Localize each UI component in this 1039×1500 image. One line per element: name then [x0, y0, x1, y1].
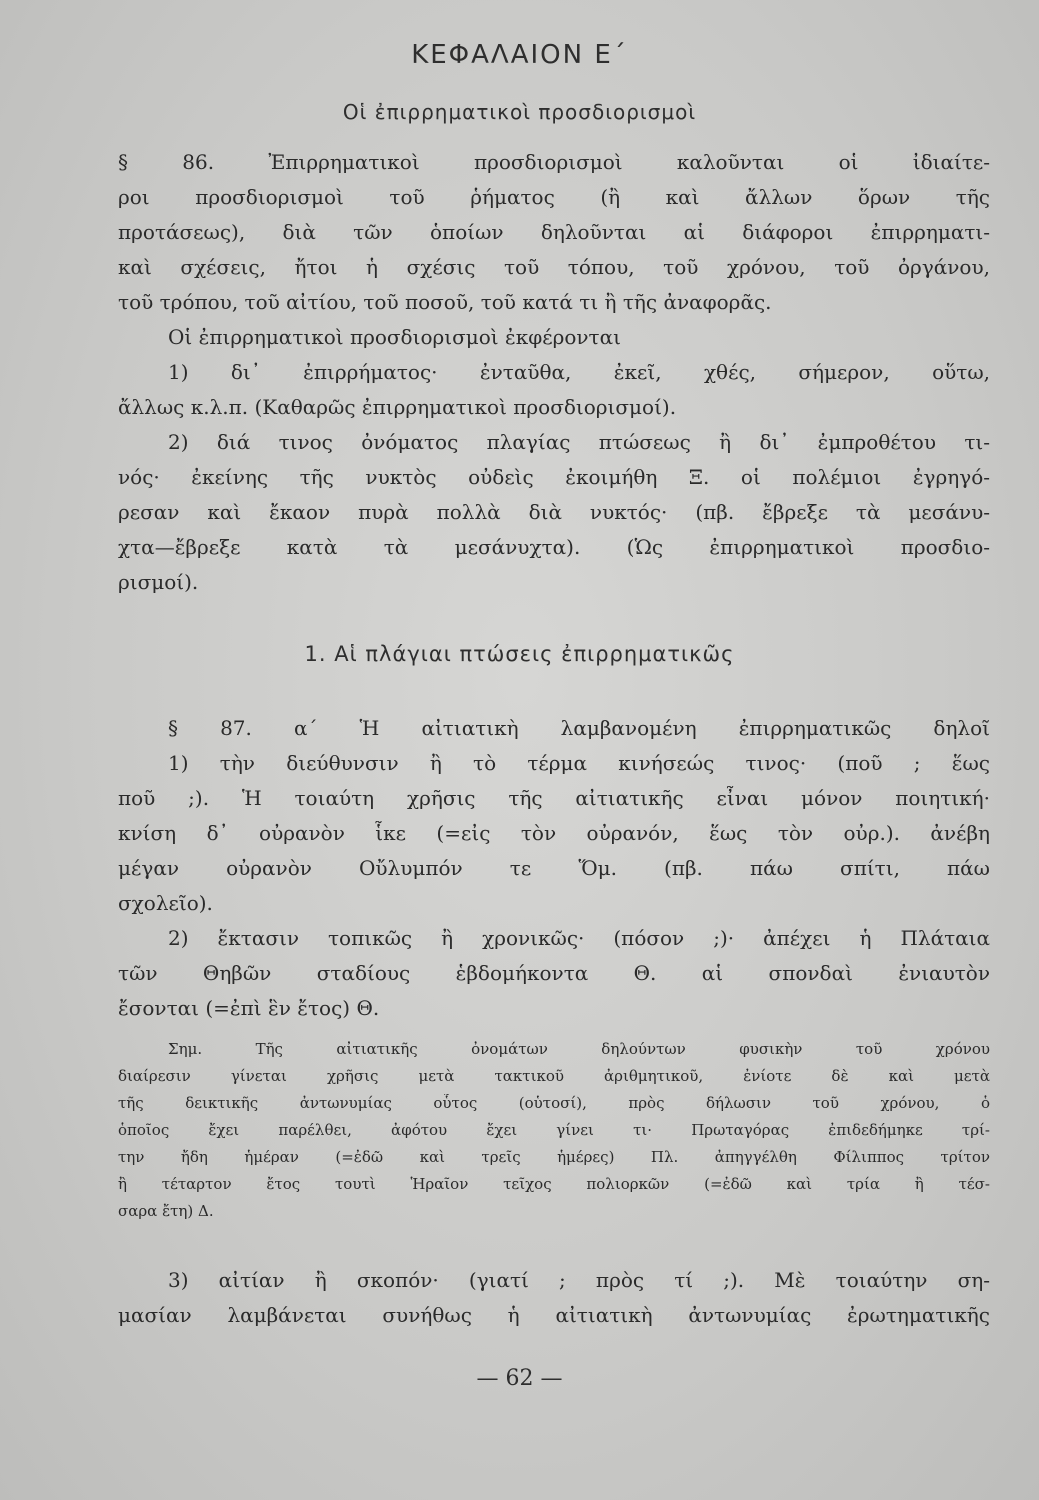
text-line: μέγαν οὐρανὸν Οὔλυμπόν τε Ὅμ. (πβ. πάω σπίτι, πάω — [118, 856, 990, 880]
text-line: προτάσεως), διὰ τῶν ὁποίων δηλοῦνται αἱ διάφοροι ἐπιρρηματι- — [118, 220, 990, 244]
note-line: την ἤδη ἡμέραν (=ἐδῶ καὶ τρεῖς ἡμέρες) Πλ. ἀπηγγέλθη Φίλιππος τρίτον — [118, 1148, 990, 1166]
chapter-title: ΚΕΦΑΛΑΙΟΝ Ε΄ — [411, 40, 628, 70]
text-line: § 86. Ἐπιρρηματικοὶ προσδιορισμοὶ καλοῦνται οἱ ἰδιαίτε- — [118, 150, 990, 174]
text-line: Οἱ ἐπιρρηματικοὶ προσδιορισμοὶ ἐκφέρονται — [168, 325, 621, 349]
note-line: τῆς δεικτικῆς ἀντωνυμίας οὗτος (οὑτοσί), πρὸς δήλωσιν τοῦ χρόνου, ὁ — [118, 1094, 990, 1112]
text-line: ροι προσδιορισμοὶ τοῦ ῥήματος (ἢ καὶ ἄλλων ὅρων τῆς — [118, 185, 990, 209]
text-line: ἄλλως κ.λ.π. (Καθαρῶς ἐπιρρηματικοὶ προσδιορισμοί). — [118, 395, 677, 419]
note-line: σαρα ἔτη) Δ. — [118, 1202, 214, 1220]
text-line: 1) δι᾽ ἐπιρρήματος· ἐνταῦθα, ἐκεῖ, χθές, σήμερον, οὕτω, — [168, 360, 990, 384]
text-line: νός· ἐκείνης τῆς νυκτὸς οὐδεὶς ἐκοιμήθη Ξ. οἱ πολέμιοι ἐγρηγό- — [118, 465, 990, 489]
text-line: σχολεῖο). — [118, 891, 213, 915]
text-line: κνίση δ᾽ οὐρανὸν ἷκε (=εἰς τὸν οὐρανόν, ἕως τὸν οὐρ.). ἀνέβη — [118, 821, 990, 845]
text-line: § 87. α΄ Ἡ αἰτιατικὴ λαμβανομένη ἐπιρρηματικῶς δηλοῖ — [168, 716, 990, 740]
section-heading: 1. Αἱ πλάγιαι πτώσεις ἐπιρρηματικῶς — [304, 642, 735, 666]
text-line: μασίαν λαμβάνεται συνήθως ἡ αἰτιατικὴ ἀντωνυμίας ἐρωτηματικῆς — [118, 1303, 990, 1327]
note-line: Σημ. Τῆς αἰτιατικῆς ὀνομάτων δηλούντων φυσικὴν τοῦ χρόνου — [168, 1040, 990, 1058]
text-line: τῶν Θηβῶν σταδίους ἑβδομήκοντα Θ. αἱ σπονδαὶ ἐνιαυτὸν — [118, 961, 990, 985]
text-line: 2) διά τινος ὀνόματος πλαγίας πτώσεως ἢ δι᾽ ἐμπροθέτου τι- — [168, 430, 990, 454]
text-line: ἔσονται (=ἐπὶ ἓν ἔτος) Θ. — [118, 996, 380, 1020]
text-line: ποῦ ;). Ἡ τοιαύτη χρῆσις τῆς αἰτιατικῆς εἶναι μόνον ποιητική· — [118, 786, 990, 810]
text-line: 1) τὴν διεύθυνσιν ἢ τὸ τέρμα κινήσεώς τινος· (ποῦ ; ἕως — [168, 751, 990, 775]
page-number: — 62 — — [476, 1366, 563, 1391]
note-line: διαίρεσιν γίνεται χρῆσις μετὰ τακτικοῦ ἀριθμητικοῦ, ἐνίοτε δὲ καὶ μετὰ — [118, 1067, 990, 1085]
text-line: 3) αἰτίαν ἢ σκοπόν· (γιατί ; πρὸς τί ;). Μὲ τοιαύτην ση- — [168, 1268, 990, 1292]
chapter-subtitle: Οἱ ἐπιρρηματικοὶ προσδιορισμοὶ — [342, 100, 697, 124]
text-line: καὶ σχέσεις, ἤτοι ἡ σχέσις τοῦ τόπου, τοῦ χρόνου, τοῦ ὀργάνου, — [118, 255, 990, 279]
note-line: ὁποῖος ἔχει παρέλθει, ἀφότου ἔχει γίνει τι· Πρωταγόρας ἐπιδεδήμηκε τρί- — [118, 1121, 990, 1139]
note-line: ἢ τέταρτον ἔτος τουτὶ Ἡραῖον τεῖχος πολιορκῶν (=ἐδῶ καὶ τρία ἢ τέσ- — [118, 1175, 990, 1193]
text-line: ρισμοί). — [118, 570, 199, 594]
text-line: χτα—ἔβρεξε κατὰ τὰ μεσάνυχτα). (Ὡς ἐπιρρηματικοὶ προσδιο- — [118, 535, 990, 559]
text-line: 2) ἔκτασιν τοπικῶς ἢ χρονικῶς· (πόσον ;)· ἀπέχει ἡ Πλάταια — [168, 926, 990, 950]
text-line: τοῦ τρόπου, τοῦ αἰτίου, τοῦ ποσοῦ, τοῦ κατά τι ἢ τῆς ἀναφορᾶς. — [118, 290, 772, 314]
text-line: ρεσαν καὶ ἔκαον πυρὰ πολλὰ διὰ νυκτός· (πβ. ἔβρεξε τὰ μεσάνυ- — [118, 500, 990, 524]
